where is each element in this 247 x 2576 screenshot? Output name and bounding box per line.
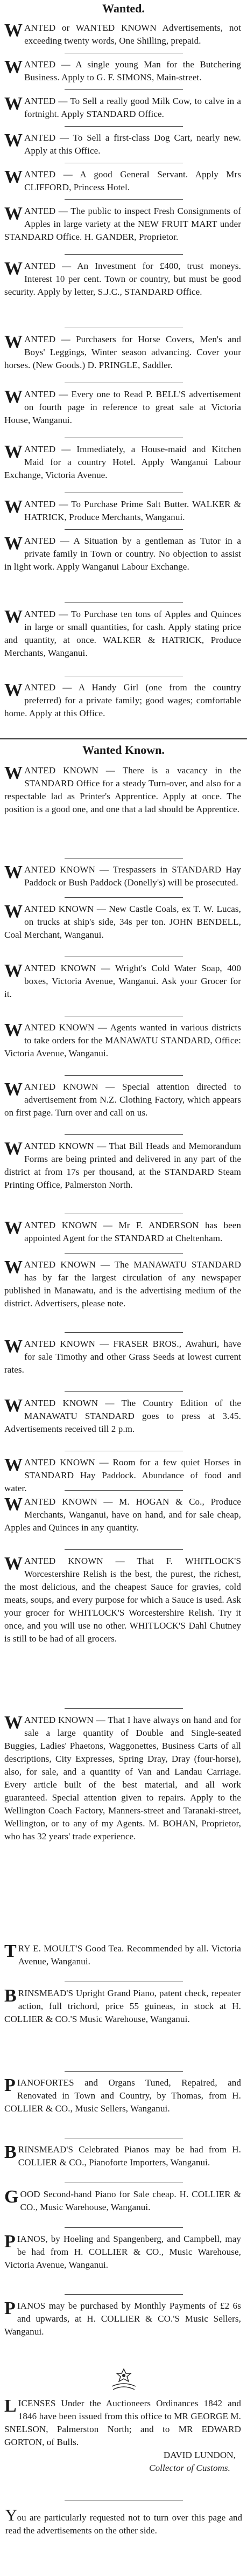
wanted-known-ad-text: ANTED KNOWN — Trespassers in STANDARD Hay Paddock or Bush Paddock (Donelly's) will be prosecuted. [24,864,241,888]
wanted-ad-drop-cap: W [4,167,23,187]
wanted-known-ad [4,764,241,856]
music-ad-drop-cap: P [4,2232,16,2252]
music-ad-text: OOD Second-hand Piano for Sale cheap. H. COLLIER & CO., Music Warehouse, Wanganui. [20,2189,241,2212]
wanted-known-ad [4,1219,241,1251]
license-notice [4,2397,241,2475]
wanted-ad [4,168,241,197]
wanted-known-ad [4,903,241,954]
wanted-ad-text: ANTED — To Purchase Prime Salt Butter. WALKER & HATRICK, Produce Merchants, Wanganui. [24,499,241,522]
wanted-known-ad-drop-cap: W [4,902,23,922]
wanted-known-ad-divider [65,1708,183,1709]
wanted-ad-divider [65,199,183,200]
wanted-ad-drop-cap: W [4,94,23,114]
music-ad-text: IANOFORTES and Organs Tuned, Repaired, and Renovated in Town and Country, by Thomas, from H. COLLIER & CO., Music Sellers, Wanganui. [4,2078,241,2114]
wanted-known-ad-drop-cap: W [4,1257,23,1277]
notice-drop-cap: L [4,2396,17,2416]
wanted-ad-text: ANTED — Every one to Read P. BELL'S advertisement on fourth page in reference to great sale at Victoria House, Wanganui. [4,389,241,425]
wanted-known-ad-divider [65,1332,183,1333]
music-ad-drop-cap: B [4,2142,17,2162]
royal-crest-icon [108,2366,140,2393]
wanted-ad [4,388,241,435]
wanted-ad-text: ANTED — A Situation by a gentleman as Tutor in a private family in Town or country. No objection to assist in light work. Apply Wanganui Labour Exchange. [4,536,241,572]
wanted-ad-drop-cap: W [4,57,23,77]
wanted-known-ad [4,1081,241,1132]
wanted-known-ad-text: ANTED KNOWN — New Castle Coals, ex T. W. Lucas, on trucks at ship's side, 34s per ton. JOHN BENDELL, Coal Merchant, Wanganui. [4,904,241,940]
wanted-ad-text: ANTED — To Purchase ten tons of Apples and Quinces in large or small quantities, for cash. Apply stating price and quantity, at once. WALKER & HATRICK, Produce Merchants, Wanganui. [4,609,241,658]
wanted-known-ad [4,1338,241,1389]
wanted-known-ad [4,863,241,895]
music-ad [4,2188,241,2225]
wanted-ad-drop-cap: W [4,130,23,150]
music-ad-text: RINSMEAD'S Celebrated Pianos may be had from H. COLLIER & CO., Pianoforte Importers, Wanganui. [18,2144,241,2168]
wanted-ad-drop-cap: W [4,497,23,517]
wanted-known-ad-drop-cap: W [4,862,23,882]
notice-signatory-title: Collector of Customs. [149,2463,230,2473]
wanted-ad-text: ANTED — A good General Servant. Apply Mrs CLIFFORD, Princess Hotel. [24,169,241,192]
wanted-known-ad [4,962,241,1014]
closing-note-drop-cap: Y [5,2506,17,2524]
wanted-known-ad-drop-cap: W [4,763,23,783]
wanted-ad [4,681,241,729]
wanted-known-ad-drop-cap: W [4,1139,23,1159]
wanted-known-ad-divider [65,1253,183,1254]
music-ad [4,2233,241,2292]
wanted-known-ad-drop-cap: W [4,1396,23,1416]
wanted-known-ad-drop-cap: W [4,1079,23,1099]
wanted-known-ad-divider [65,1391,183,1392]
wanted-ad [4,608,241,674]
music-ad-text: IANOS, by Hoeling and Spangenberg, and Campbell, may be had from H. COLLIER & CO., Music Warehouse, Victoria Avenue, Wanganui. [4,2234,241,2270]
wanted-ad-text: ANTED or WANTED KNOWN Advertisements, not exceeding twenty words, One Shilling, prepaid. [24,23,241,46]
wanted-known-ad-divider [65,897,183,898]
notice-signature: DAVID LUNDON, [163,2450,236,2460]
wanted-known-ad [4,1021,241,1073]
wanted-ad [4,22,241,51]
wanted-ad-drop-cap: W [4,680,23,700]
wanted-known-ad [4,1140,241,1211]
music-ad [4,2076,241,2136]
wanted-ad-drop-cap: W [4,442,23,462]
music-ad [4,1987,241,2069]
wanted-ad-divider [65,529,183,530]
wanted-known-ad-divider [65,1075,183,1076]
wanted-known-ad-text: ANTED KNOWN — M. HOGAN & Co., Produce Merchants, Wanganui, have on hand, and for sale cheap, Apples and Quinces in any quantity. [4,1497,241,1533]
wanted-ad [4,333,241,380]
wanted-known-ad-drop-cap: W [4,1713,23,1733]
wanted-ad-divider [65,126,183,127]
wanted-known-ad-text: ANTED KNOWN — That F. WHITLOCK'S Worcestershire Relish is the best, the purest, the richest, the most delicious, and the cheapest Sauce for gravies, cold meats, soups, and every purpose for which a Sauce is used. Ask your grocer for WHITLOCK'S Worcestershire Relish. Try it once, and you will use no other. WHITLOCK'S Dahl Chutney is still to be had of all grocers. [4,1556,241,1644]
section-heading-wanted-known: Wanted Known. [82,743,165,757]
music-ad [4,2143,241,2180]
music-ad-drop-cap: G [4,2187,19,2207]
wanted-known-ad [4,1397,241,1449]
wanted-ad-text: ANTED — Purchasers for Horse Covers, Men's and Boys' Leggings, Winter season advancing. Cover your horses. (New Goods.) D. PRINGLE, Saddler. [4,334,241,370]
music-ad-divider [65,2071,183,2072]
wanted-ad [4,535,241,600]
wanted-ad-drop-cap: W [4,387,23,407]
music-ad-divider [65,2294,183,2295]
wanted-ad-text: ANTED — The public to inspect Fresh Consignments of Apples in large variety at the NEW FRUIT MART under STANDARD Office. H. GANDER, Proprietor. [4,206,241,242]
wanted-ad [4,205,241,252]
wanted-known-ad-drop-cap: W [4,961,23,981]
music-ad-drop-cap: T [4,1941,17,1961]
music-ad-drop-cap: P [4,2075,16,2095]
wanted-ad-drop-cap: W [4,332,23,352]
wanted-known-ad [4,1258,241,1330]
music-ad-drop-cap: B [4,1986,17,2006]
wanted-known-ad-divider [65,1134,183,1135]
wanted-known-ad-drop-cap: W [4,1494,23,1514]
wanted-ad-text: ANTED — To Sell a really good Milk Cow, to calve in a fortnight. Apply STANDARD Office. [24,96,241,119]
wanted-known-ad-text: ANTED KNOWN — That I have always on hand and for sale a large quantity of Double and Single-seated Buggies, Ladies' Phaetons, Waggonettes, Business Carts of all descriptions, City Expresses, Spring Dray, Dray (four-horse), also, for sale, and a quantity of Van and Landau Carriage. Every article built of the best material, and all work guaranteed. Special attention given to repairs. Apply to the Wellington Coach Factory, Manners-street and Taranaki-street, Wellington, or to any of my Agents. M. BOHAN, Proprietor, who has 32 years' trade experience. [4,1715,241,1841]
wanted-ad-text: ANTED — An Investment for £400, trust moneys. Interest 10 per cent. Town or country, but must be good security. Apply by letter, S.J.C., STANDARD Office. [4,261,241,297]
wanted-known-ad-drop-cap: W [4,1020,23,1040]
wanted-known-ad [4,1555,241,1706]
wanted-ad [4,131,241,161]
wanted-known-ad-text: ANTED KNOWN — Mr F. ANDERSON has been appointed Agent for the STANDARD at Cheltenham. [24,1220,241,1243]
music-ad-divider [65,2227,183,2228]
wanted-known-ad-divider [65,1490,183,1491]
notice-text: ICENSES Under the Auctioneers Ordinances 1842 and 1846 have been issued from this office to MR GEORGE M. SNELSON, Palmerston North; and to MR EDWARD GORTON, of Bulls. [4,2398,241,2447]
wanted-ad-drop-cap: W [4,607,23,627]
wanted-ad-text: ANTED — To Sell a first-class Dog Cart, nearly new. Apply at this Office. [24,133,241,156]
wanted-known-ad-drop-cap: W [4,1337,23,1356]
wanted-ad-drop-cap: W [4,534,23,553]
wanted-known-ad-text: ANTED KNOWN — Special attention directed to advertisement from N.Z. Clothing Factory, which appears on first page. Turn over and call on us. [4,1082,241,1118]
wanted-known-ad [4,1495,241,1547]
wanted-ad [4,58,241,87]
wanted-ad-divider [65,254,183,255]
section-heading-wanted: Wanted. [102,2,145,15]
music-ad-drop-cap: P [4,2298,16,2318]
wanted-known-ad-text: ANTED KNOWN — There is a vacancy in the STANDARD Office for a steady Turn-over, and also for a respectable lad as Printer's Apprentice. Apply at once. The position is a good one, and one that a lad should be Apprentice. [4,765,241,814]
wanted-ad-text: ANTED — A single young Man for the Butchering Business. Apply to G. F. SIMONS, Main-street. [24,59,241,82]
wanted-ad-drop-cap: W [4,259,23,279]
wanted-known-ad-text: ANTED KNOWN — FRASER BROS., Awahuri, have for sale Timothy and other Grass Seeds at lowest current rates. [4,1339,241,1375]
wanted-known-ad [4,1455,241,1493]
music-ad-text: RY E. MOULT'S Good Tea. Recommended by all. Victoria Avenue, Wanganui. [18,1943,241,1966]
wanted-known-ad-text: ANTED KNOWN — Wright's Cold Water Soap, 400 boxes, Victoria Avenue, Wanganui. Ask your Grocer for it. [4,963,241,999]
wanted-known-ad-text: ANTED KNOWN — That Bill Heads and Memorandum Forms are being printed and delivered in any part of the district at from 17s per thousand, at the STANDARD Steam Printing Office, Palmerston North. [4,1141,241,1190]
wanted-known-ad-text: ANTED KNOWN — Agents wanted in various districts to take orders for the MANAWATU STANDARD, Office: Victoria Avenue, Wanganui. [4,1022,241,1058]
music-ad [4,1942,241,1979]
music-ad-text: RINSMEAD'S Upright Grand Piano, patent check, repeater action, full trichord, price 55 guineas, in stock at H. COLLIER & CO.'S Music Warehouse, Wanganui. [4,1988,241,2024]
wanted-known-ad-divider [65,1549,183,1550]
music-ad-text: IANOS may be purchased by Monthly Payments of £2 6s and upwards, at H. COLLIER & CO.'S Music Sellers, Wanganui. [4,2301,241,2337]
wanted-ad-divider [65,89,183,90]
wanted-ad-text: ANTED — Immediately, a House-maid and Kitchen Maid for a country Hotel. Apply Wanganui Labour Exchange, Victoria Avenue. [4,444,241,480]
wanted-known-ad-text: ANTED KNOWN — The MANAWATU STANDARD has by far the largest circulation of any newspaper published in Manawatu, and is the advertising medium of the district. Advertisers, please note. [4,1259,241,1308]
section-divider [0,738,247,739]
wanted-known-ad-text: ANTED KNOWN — Room for a few quiet Horses in STANDARD Hay Paddock. Abundance of food and water. [4,1457,241,1493]
wanted-ad [4,260,241,326]
music-ad [4,2300,241,2359]
wanted-ad-text: ANTED — A Handy Girl (one from the country preferred) for a private family; good wages; comfortable home. Apply at this Office. [4,682,241,718]
wanted-known-ad [4,1714,241,1925]
wanted-known-ad-drop-cap: W [4,1554,23,1574]
closing-note-text: ou are particularly requested not to turn over this page and read the advertisements on the other side. [5,2512,242,2536]
wanted-known-ad-drop-cap: W [4,1218,23,1238]
closing-note [5,2506,242,2537]
wanted-ad-drop-cap: W [4,20,23,40]
wanted-ad [4,443,241,490]
wanted-known-ad-drop-cap: W [4,1455,23,1475]
wanted-ad [4,498,241,527]
wanted-known-ad-text: ANTED KNOWN — The Country Edition of the MANAWATU STANDARD goes to press at 3.45. Advertisements received till 2 p.m. [4,1398,241,1434]
wanted-ad [4,95,241,124]
wanted-ad-drop-cap: W [4,204,23,224]
